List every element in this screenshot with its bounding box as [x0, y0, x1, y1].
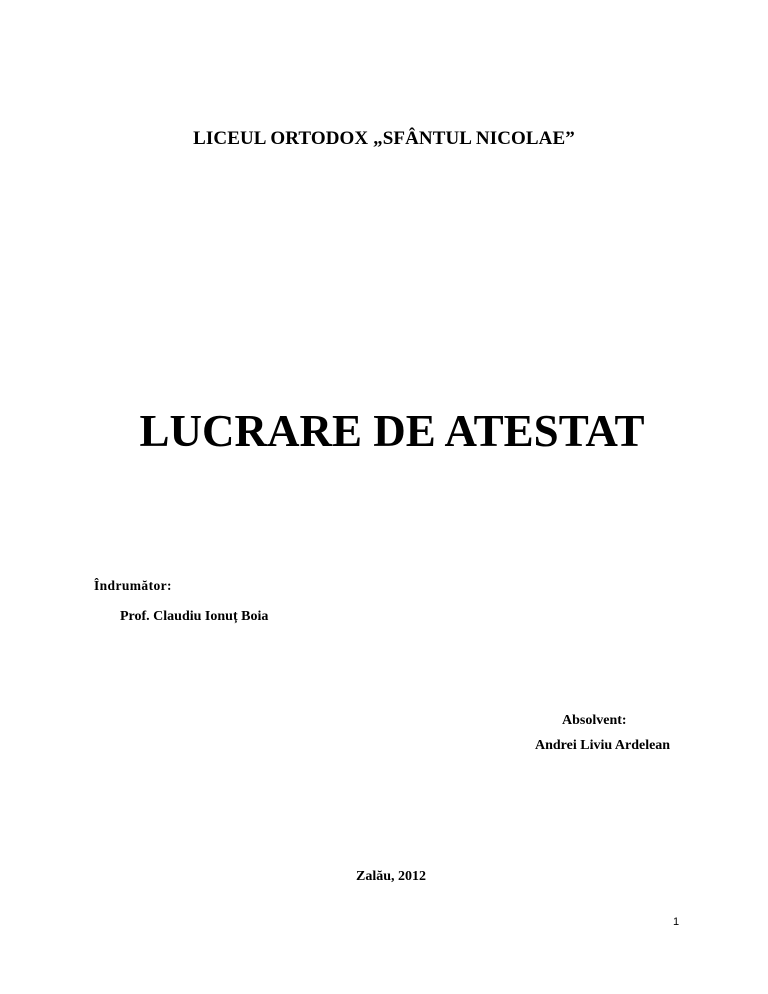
student-label: Absolvent: [562, 713, 627, 728]
page-number: 1 [673, 916, 680, 928]
document-title: LUCRARE DE ATESTAT [139, 406, 645, 456]
student-name: Andrei Liviu Ardelean [535, 738, 671, 753]
school-name: LICEUL ORTODOX „SFÂNTUL NICOLAE” [193, 128, 575, 149]
advisor-label: Îndrumător: [94, 578, 172, 593]
place-date: Zalău, 2012 [356, 869, 427, 884]
advisor-name: Prof. Claudiu Ionuț Boia [120, 609, 269, 624]
